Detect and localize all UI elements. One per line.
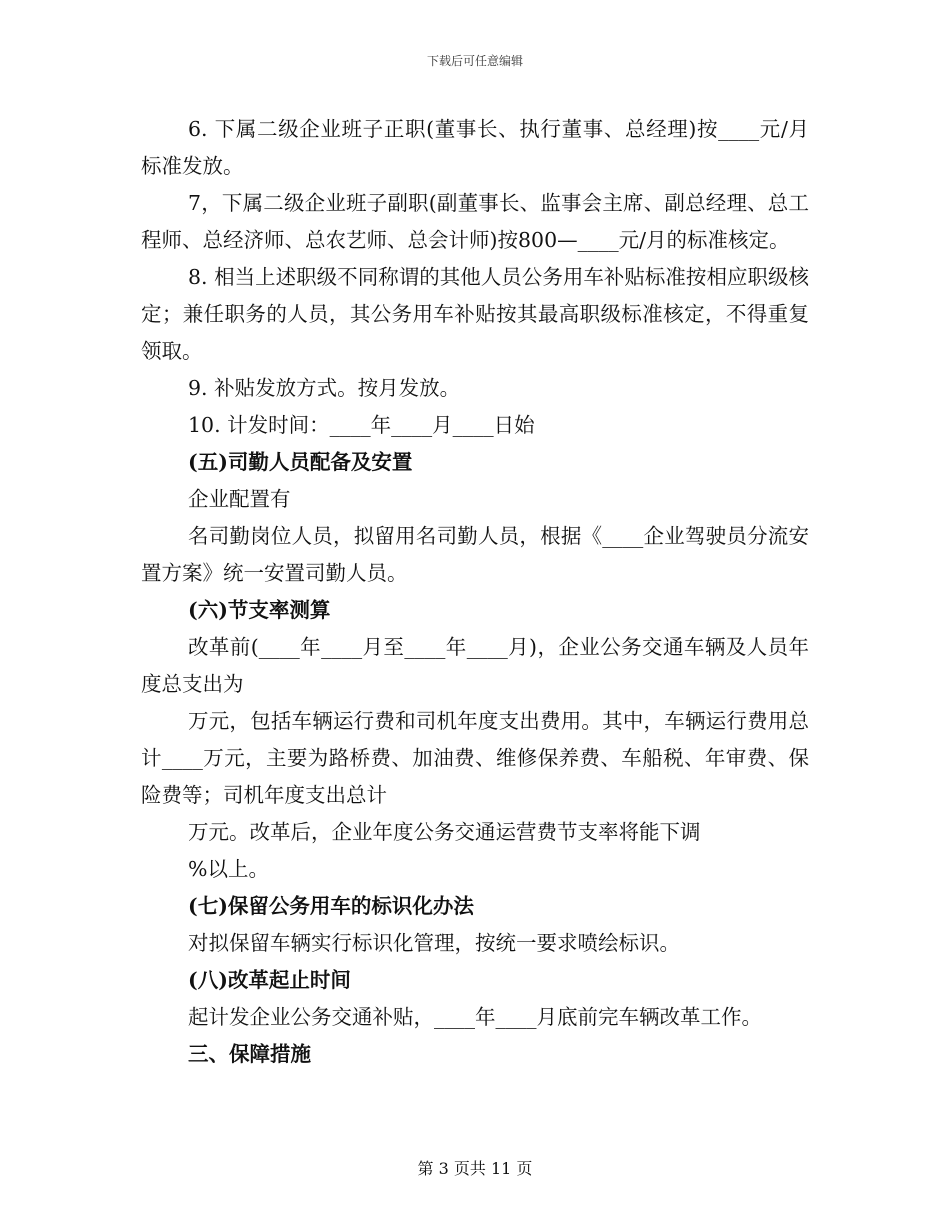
page-header: 下载后可任意编辑 (426, 54, 523, 68)
paragraph-timeline: 起计发企业公务交通补贴，____年____月底前完车辆改革工作。 (188, 1005, 762, 1029)
section-heading-3: 三、保障措施 (188, 1042, 311, 1066)
paragraph-staffing-intro: 企业配置有 (188, 487, 291, 511)
paragraph-percent: %以上。 (188, 857, 269, 881)
paragraph-6: 6. 下属二级企业班子正职(董事长、执行董事、总经理)按____元/月标准发放。 (141, 117, 809, 178)
paragraph-before-reform: 改革前(____年____月至____年____月)，企业公务交通车辆及人员年度总支出为 (141, 635, 809, 696)
paragraph-9: 9. 补贴发放方式。按月发放。 (188, 376, 461, 400)
paragraph-8: 8. 相当上述职级不同称谓的其他人员公务用车补贴标准按相应职级核定；兼任职务的人员，其公务用车补贴按其最高职级标准核定，不得重复领取。 (141, 265, 809, 363)
section-heading-8: (八)改革起止时间 (188, 968, 351, 992)
paragraph-marking: 对拟保留车辆实行标识化管理，按统一要求喷绘标识。 (188, 931, 680, 955)
paragraph-10: 10. 计发时间：____年____月____日始 (188, 413, 535, 437)
document-body (141, 111, 809, 1073)
paragraph-staffing-detail: 名司勤岗位人员，拟留用名司勤人员，根据《____企业驾驶员分流安置方案》统一安置司勤人员。 (141, 524, 809, 585)
section-heading-5: (五)司勤人员配备及安置 (188, 450, 413, 474)
paragraph-after-reform: 万元。改革后，企业年度公务交通运营费节支率将能下调 (188, 820, 701, 844)
paragraph-cost-breakdown: 万元，包括车辆运行费和司机年度支出费用。其中，车辆运行费用总计____万元，主要为路桥费、加油费、维修保养费、车船税、年审费、保险费等；司机年度支出总计 (141, 709, 809, 807)
section-heading-7: (七)保留公务用车的标识化办法 (188, 894, 474, 918)
section-heading-6: (六)节支率测算 (188, 598, 331, 622)
paragraph-7: 7，下属二级企业班子副职(副董事长、监事会主席、副总经理、总工程师、总经济师、总农艺师、总会计师)按800—____元/月的标准核定。 (141, 191, 809, 252)
page-footer: 第 3 页共 11 页 (417, 1159, 533, 1178)
